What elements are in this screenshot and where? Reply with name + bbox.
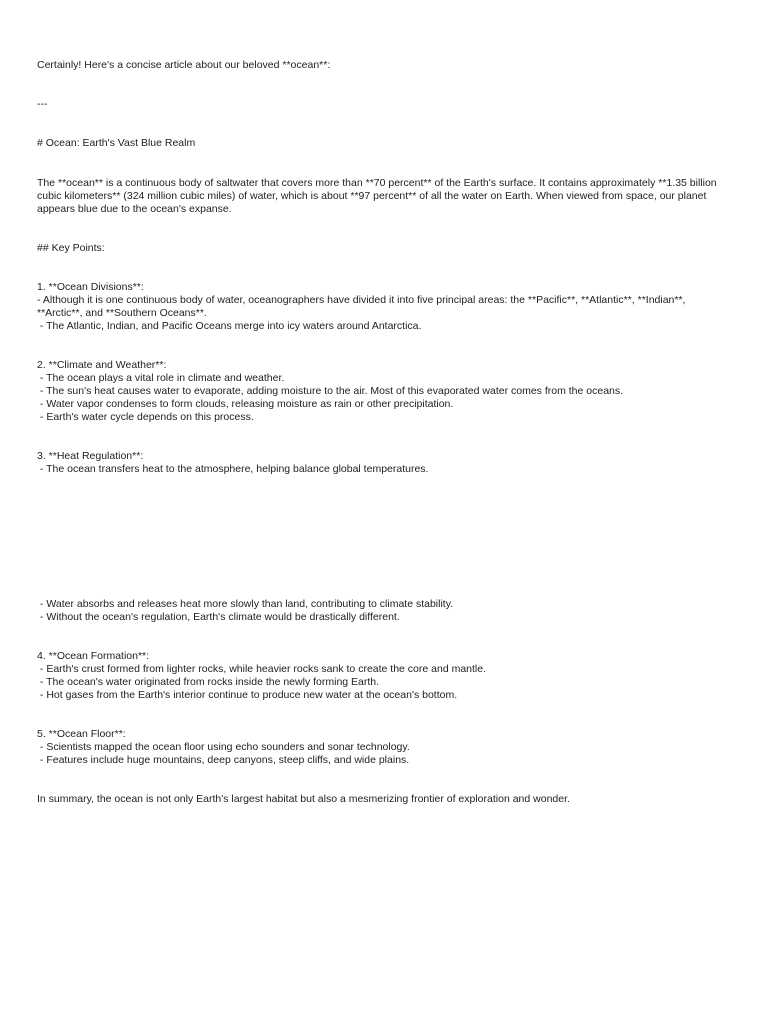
key-points-heading: ## Key Points:	[37, 242, 105, 254]
bullet-item: - Water vapor condenses to form clouds, releasing moisture as rain or other precipitation.	[37, 398, 454, 410]
section-heading-ocean-floor: 5. **Ocean Floor**:	[37, 728, 126, 740]
bullet-item: - Hot gases from the Earth's interior continue to produce new water at the ocean's bottom.	[37, 689, 458, 701]
bullet-item: - Without the ocean's regulation, Earth's climate would be drastically different.	[37, 611, 400, 623]
article-paragraph: The **ocean** is a continuous body of saltwater that covers more than **70 percent** of the Earth's surface. It contains approximately **1.35 billion cubic kilometers** (324 million cubic miles) of water, which is about **97 percent** of all the water on Earth. When viewed from space, our planet appears blue due to the ocean's expanse.	[37, 177, 717, 215]
bullet-item: - Features include huge mountains, deep canyons, steep cliffs, and wide plains.	[37, 754, 410, 766]
bullet-item: - The Atlantic, Indian, and Pacific Oceans merge into icy waters around Antarctica.	[37, 320, 422, 332]
bullet-item: - Although it is one continuous body of water, oceanographers have divided it into five principal areas: the **Pacific**, **Atlantic**, **Indian**, **Arctic**, and **Southern Oceans**.	[37, 294, 686, 319]
bullet-item: - The sun's heat causes water to evaporate, adding moisture to the air. Most of this evaporated water comes from the oceans.	[37, 385, 624, 397]
bullet-item: - Earth's crust formed from lighter rocks, while heavier rocks sank to create the core and mantle.	[37, 663, 487, 675]
bullet-item: - Water absorbs and releases heat more slowly than land, contributing to climate stability.	[37, 598, 454, 610]
bullet-item: - Scientists mapped the ocean floor using echo sounders and sonar technology.	[37, 741, 410, 753]
section-heading-ocean-divisions: 1. **Ocean Divisions**:	[37, 281, 144, 293]
separator-line: ---	[37, 98, 48, 110]
section-heading-climate-weather: 2. **Climate and Weather**:	[37, 359, 167, 371]
bullet-item: - The ocean plays a vital role in climate and weather.	[37, 372, 285, 384]
bullet-item: - Earth's water cycle depends on this process.	[37, 411, 254, 423]
bullet-item: - The ocean's water originated from rocks inside the newly forming Earth.	[37, 676, 380, 688]
section-heading-ocean-formation: 4. **Ocean Formation**:	[37, 650, 150, 662]
article-title: # Ocean: Earth's Vast Blue Realm	[37, 137, 196, 149]
bullet-item: - The ocean transfers heat to the atmosphere, helping balance global temperatures.	[37, 463, 429, 475]
section-heading-heat-regulation: 3. **Heat Regulation**:	[37, 450, 144, 462]
summary-paragraph: In summary, the ocean is not only Earth's largest habitat but also a mesmerizing frontier of exploration and wonder.	[37, 793, 570, 805]
intro-line: Certainly! Here's a concise article about our beloved **ocean**:	[37, 59, 331, 71]
